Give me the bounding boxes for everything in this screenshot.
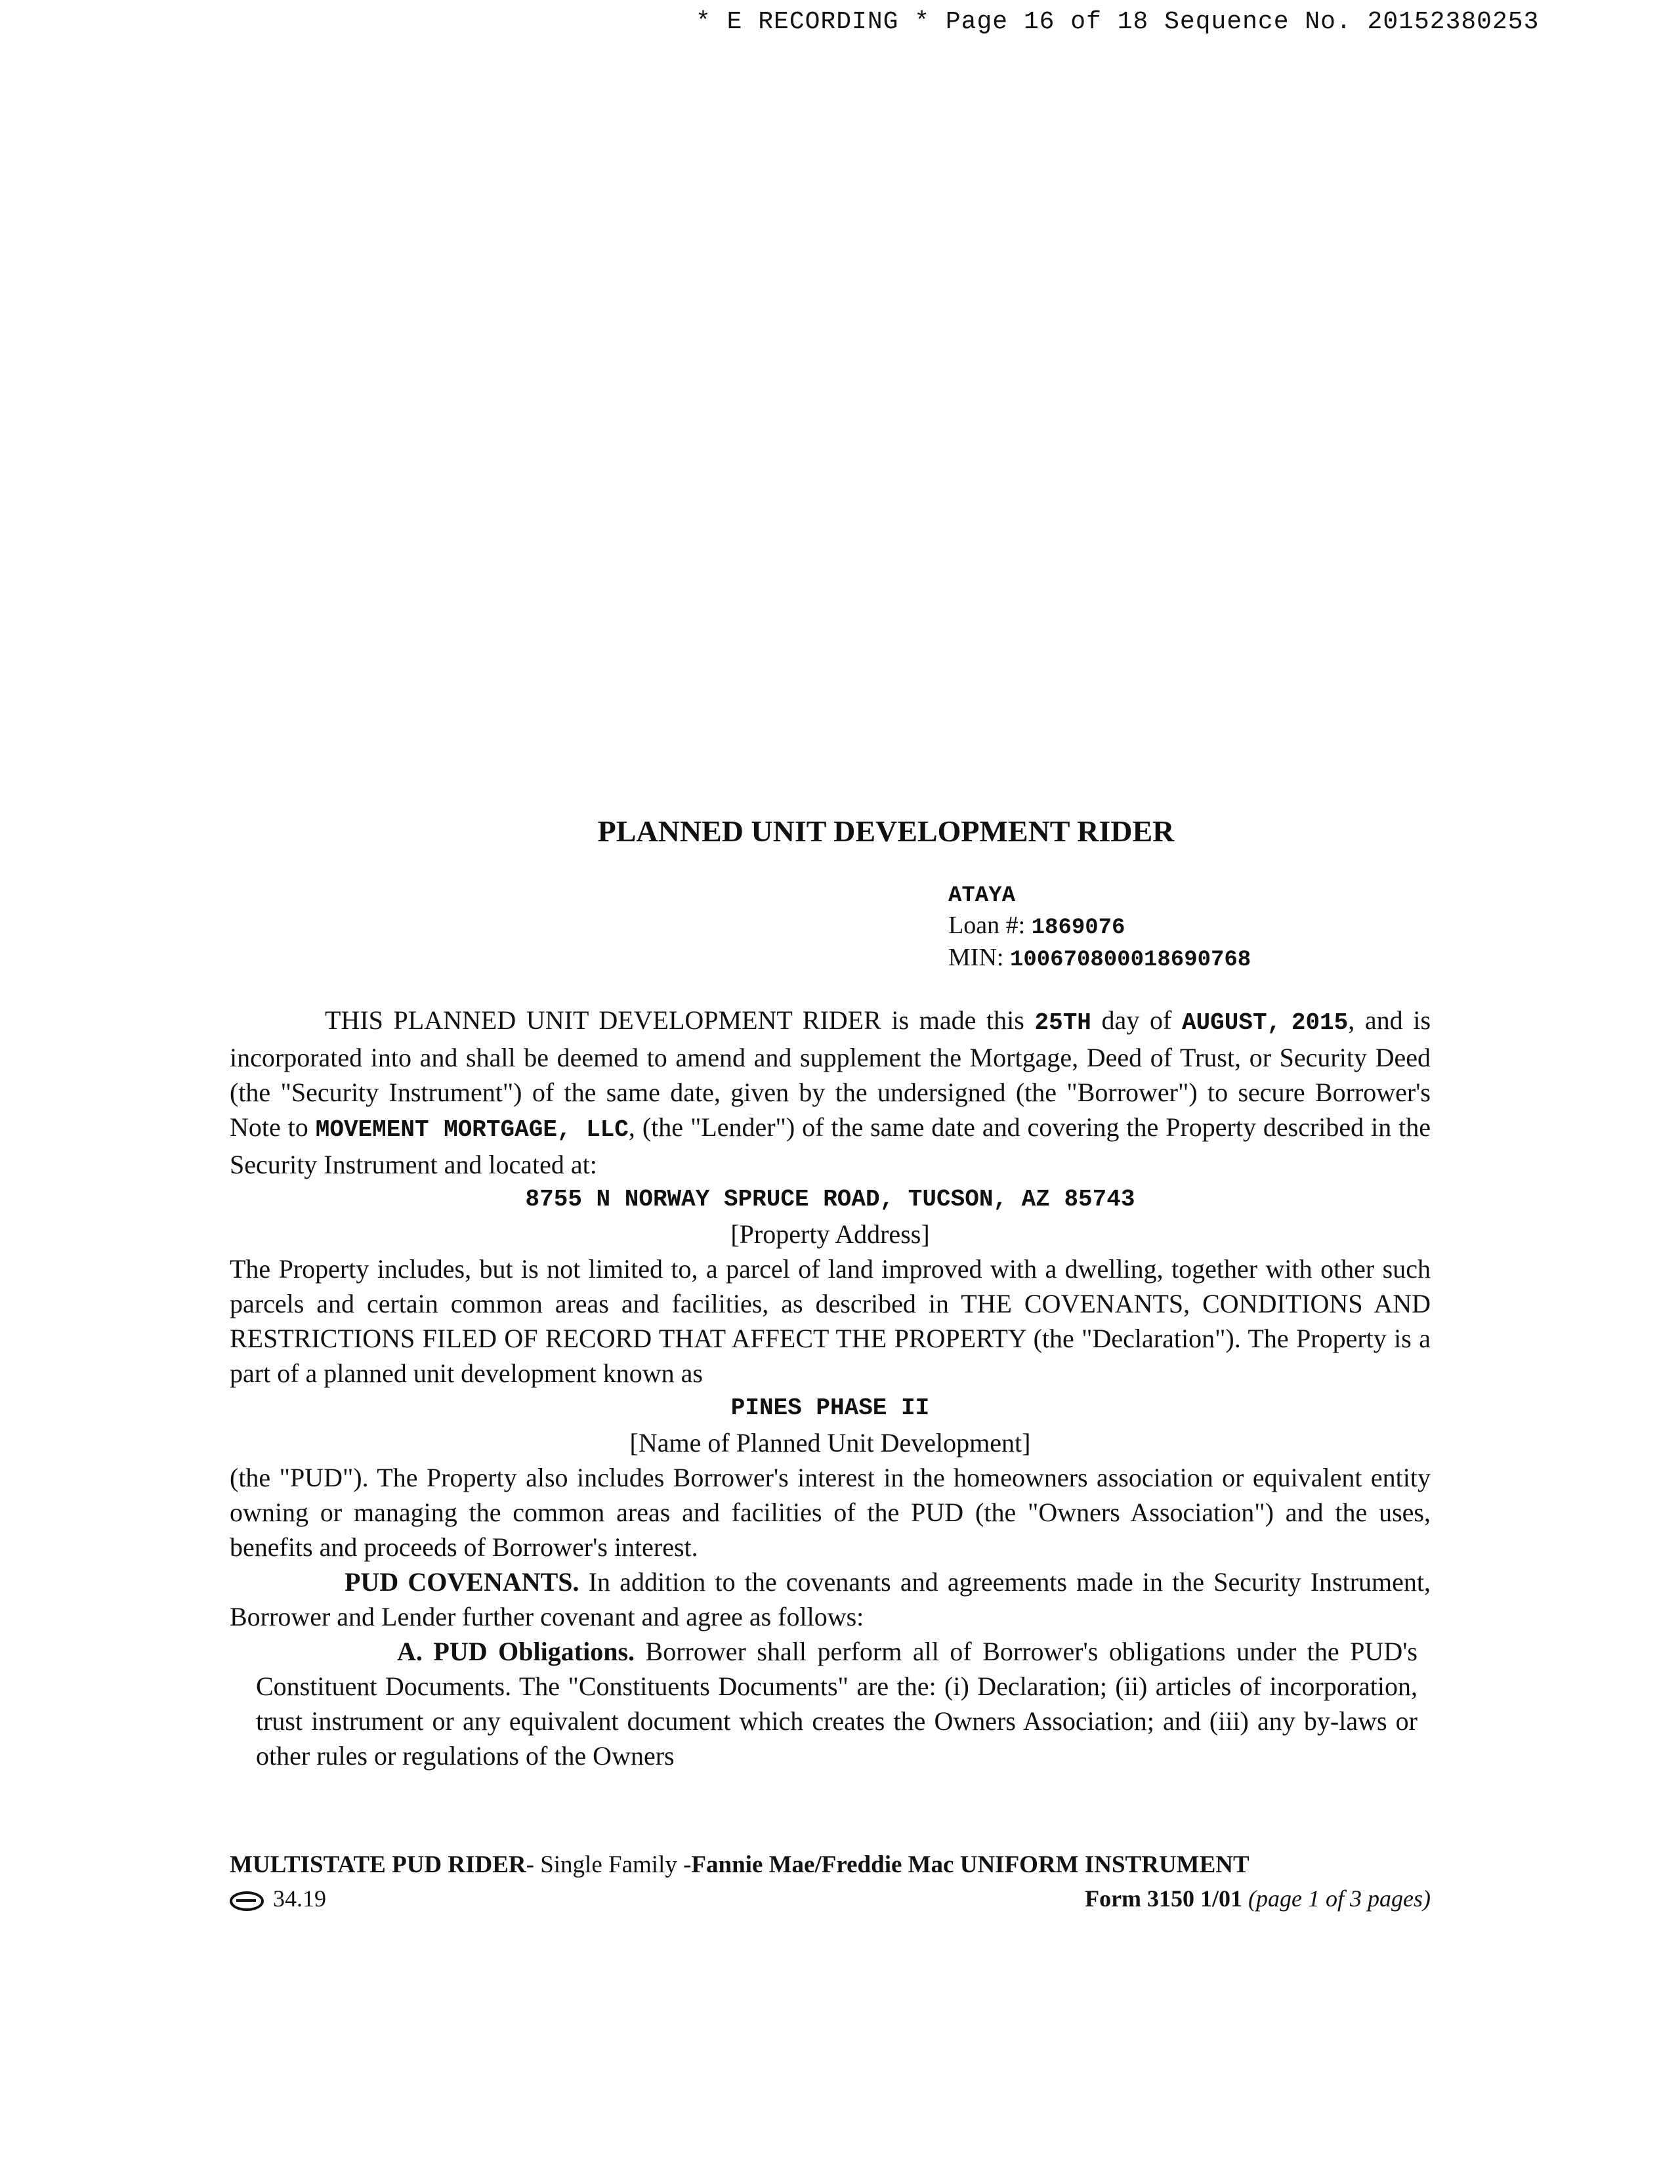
loan-number: 1869076 (1031, 915, 1125, 940)
form-info-footer (230, 1885, 1431, 1915)
pud-name: PINES PHASE II (730, 1395, 930, 1421)
min-line (948, 943, 1251, 975)
min-number: 100670800018690768 (1009, 948, 1251, 973)
intro-text-4: , (the "Lender") of the same date and covering the Property described in the Security Instrument and located at: (230, 1112, 1431, 1179)
property-description: The Property includes, but is not limited to, a parcel of land improved with a dwelling, together with other such parcels and certain common areas and facilities, as described in THE COVENANTS, CONDITIONS AND RESTRICTIONS FILED OF RECORD THAT AFFECT THE PROPERTY (the "Declaration"). The Property is a part of a planned unit development known as (230, 1254, 1431, 1388)
pud-covenants-paragraph (230, 1564, 1431, 1634)
form-number-block (1085, 1885, 1431, 1912)
intro-text-1: THIS PLANNED UNIT DEVELOPMENT RIDER is made this (325, 1005, 1035, 1035)
rider-month: AUGUST, (1181, 1009, 1282, 1036)
recording-header: * E RECORDING * Page 16 of 18 Sequence No. 20152380253 (696, 8, 1540, 36)
pud-covenants-heading: PUD COVENANTS. (345, 1567, 579, 1597)
loan-label: Loan #: (948, 912, 1026, 939)
form-title-bold: MULTISTATE PUD RIDER (230, 1851, 526, 1878)
property-address: 8755 N NORWAY SPRUCE ROAD, TUCSON, AZ 85743 (525, 1186, 1135, 1213)
pud-obligations-paragraph (256, 1634, 1418, 1773)
intro-paragraph (230, 1003, 1431, 1182)
property-address-caption: [Property Address] (730, 1219, 930, 1249)
intro-text-2: day of (1091, 1005, 1182, 1035)
document-services-logo-icon (230, 1891, 264, 1911)
borrower-name: ATAYA (948, 883, 1016, 908)
pud-name-caption: [Name of Planned Unit Development] (629, 1428, 1031, 1458)
pud-obligations-text: Borrower shall perform all of Borrower's obligations under the PUD's Constituent Documents. The "Constituents Documents" are the: (i) Declaration; (ii) articles of incorporation, trust instrument or any equivalent document which creates the Owners Association; and (iii) any by-laws or other rules or regulations of the Owners (256, 1637, 1418, 1771)
form-title-footer (230, 1851, 1431, 1879)
pud-covenants-text: In addition to the covenants and agreements made in the Security Instrument, Borrower and Lender further covenant and agree as follows: (230, 1567, 1431, 1631)
pud-paragraph: (the "PUD"). The Property also includes Borrower's interest in the homeowners association or equivalent entity owning or managing the common areas and facilities of the PUD (the "Owners Association") and the uses, benefits and proceeds of Borrower's interest. (230, 1463, 1431, 1562)
rider-year: 2015 (1291, 1009, 1349, 1036)
intro-text-3: , and is incorporated into and shall be deemed to amend and supplement the Mortgage, Deed of Trust, or Security Deed (the "Security Instrument") of the same date, given by the undersigned (the "Borrower") to secure Borrower's Note to (230, 1005, 1431, 1142)
loan-info-block (948, 881, 1251, 975)
form-version-number: 34.19 (273, 1885, 326, 1912)
lender-name: MOVEMENT MORTGAGE, LLC (315, 1116, 629, 1143)
form-title-normal: - Single Family - (526, 1851, 692, 1878)
loan-number-line (948, 911, 1251, 943)
form-number: Form 3150 1/01 (1085, 1885, 1243, 1912)
min-label: MIN: (948, 944, 1004, 971)
rider-day: 25TH (1034, 1009, 1091, 1036)
form-title-bold-2: Fannie Mae/Freddie Mac UNIFORM INSTRUMENT (691, 1851, 1250, 1878)
document-body (230, 1003, 1431, 1773)
pud-obligations-block (230, 1634, 1418, 1773)
document-title: PLANNED UNIT DEVELOPMENT RIDER (597, 814, 1175, 848)
page-info: (page 1 of 3 pages) (1248, 1885, 1431, 1912)
form-version (230, 1885, 326, 1912)
pud-obligations-heading: A. PUD Obligations. (397, 1637, 635, 1666)
